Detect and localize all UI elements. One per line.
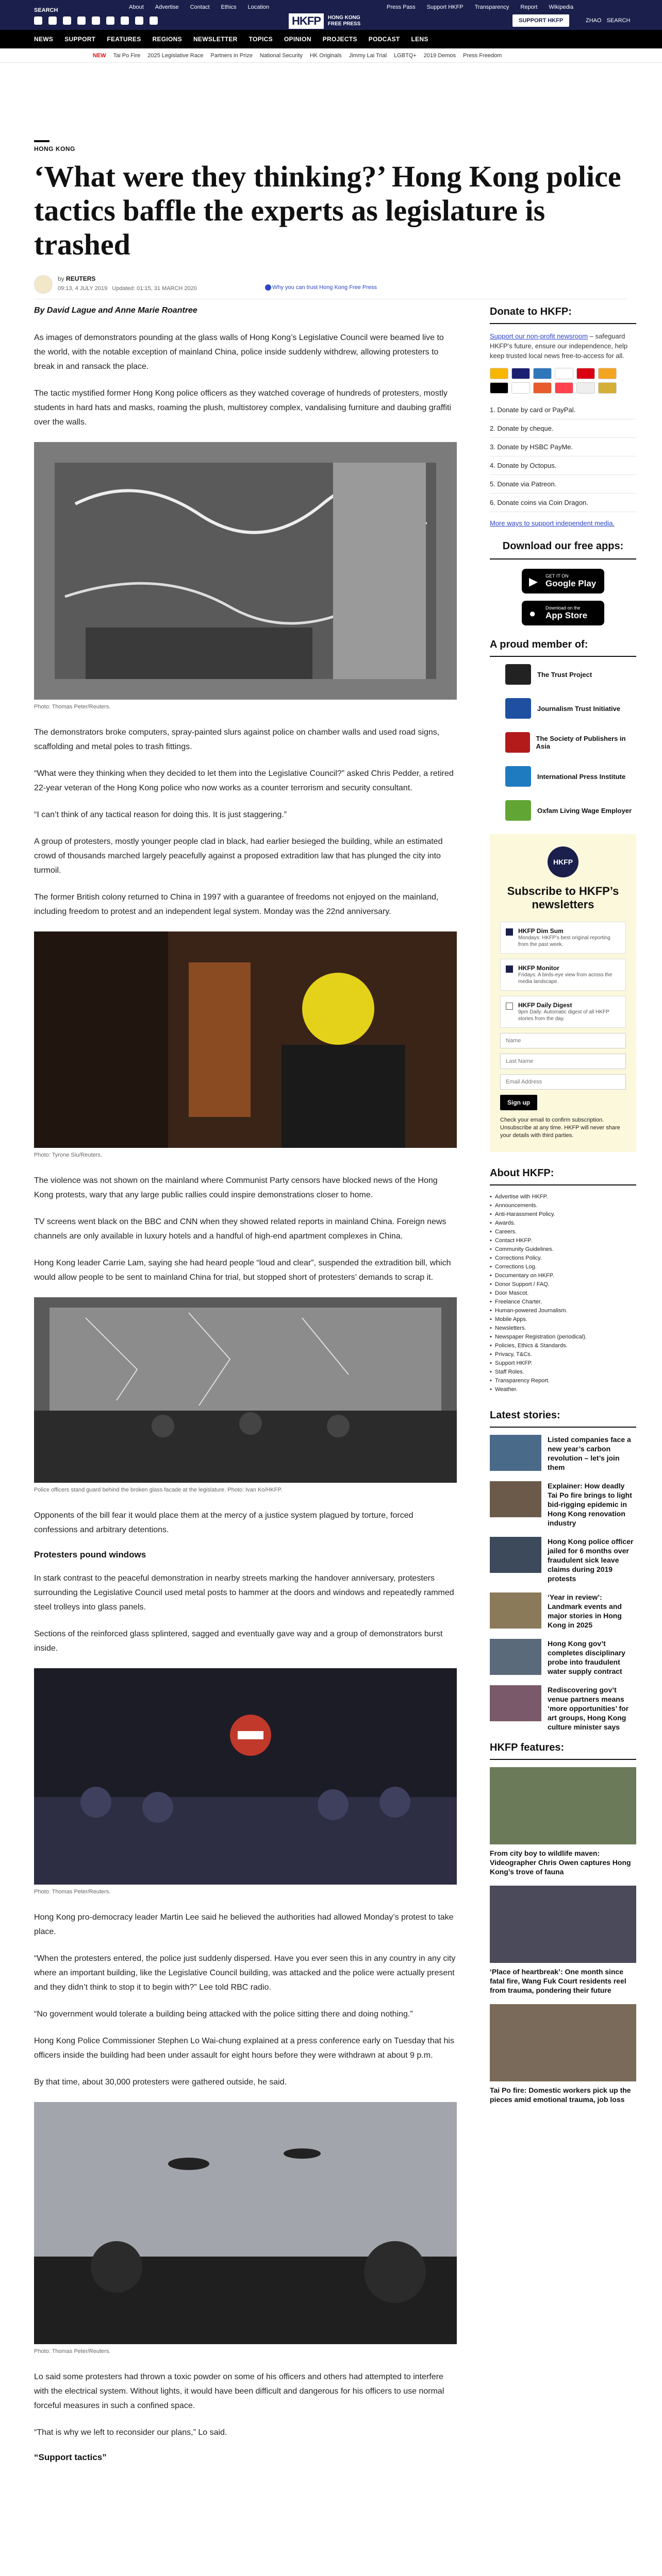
- patreon-icon: [555, 382, 573, 394]
- paragraph: Sections of the reinforced glass splintered, sagged and eventually gave way and a group of demonstrators burst inside.: [34, 1630, 443, 1653]
- member-item[interactable]: [505, 664, 636, 685]
- option-title: HKFP Daily Digest: [518, 1002, 572, 1009]
- newsletter-note: Check your email to confirm subscription. Unsubscribe at any time. HKFP will never share your details with third parties.: [500, 1117, 620, 1139]
- about-link[interactable]: • Corrections Policy.: [490, 1254, 636, 1263]
- visa-icon: [511, 368, 530, 379]
- about-link[interactable]: • Careers.: [490, 1228, 636, 1236]
- newsletter-option-text: [518, 927, 620, 948]
- feature-image: [490, 1886, 636, 1963]
- trust-project-logo: [505, 664, 531, 685]
- top-link[interactable]: Report: [520, 4, 538, 10]
- option-desc: 9pm Daily: Automatic digest of all HKFP stories from the day.: [518, 1009, 609, 1022]
- top-link[interactable]: Ethics: [221, 4, 237, 10]
- article-authors: By David Lague and Anne Marie Roantree: [34, 306, 197, 315]
- nav-item[interactable]: NEWS: [34, 36, 54, 43]
- sub-nav: [0, 48, 662, 63]
- googlepay-icon: [511, 382, 530, 394]
- donate-option[interactable]: 6. Donate coins via Coin Dragon.: [490, 494, 636, 512]
- download-title: Download our free apps:: [490, 540, 636, 560]
- latest-title: Latest stories:: [490, 1410, 636, 1428]
- checkbox-checked[interactable]: [506, 965, 513, 973]
- article-photo: [34, 1297, 457, 1483]
- paragraph: As images of demonstrators pounding at the glass walls of Hong Kong’s Legislative Council were beamed live to the world, with the notable exception of mainland China, police inside suddenly withdrew, allowing protesters to break in and ransack the place.: [34, 333, 444, 371]
- x-icon[interactable]: [34, 16, 42, 25]
- nav-item[interactable]: TOPICS: [249, 36, 273, 43]
- telegram-icon[interactable]: [135, 16, 143, 25]
- section-label[interactable]: HONG KONG: [34, 145, 75, 152]
- newsletter-logo: HKFP: [548, 846, 578, 877]
- story-thumbnail: [490, 1435, 541, 1471]
- oxfam-logo: [505, 800, 531, 821]
- applepay-icon: [490, 382, 508, 394]
- email-field[interactable]: [500, 1074, 626, 1090]
- story-title[interactable]: ‘Year in review’: Landmark events and major stories in Hong Kong in 2025: [548, 1593, 622, 1629]
- newsletter-option-text: [518, 964, 620, 985]
- top-link[interactable]: Location: [247, 4, 270, 10]
- apple-icon: ●: [529, 607, 536, 620]
- info-icon: [265, 284, 271, 291]
- paypal-icon: [555, 368, 573, 379]
- facebook-icon[interactable]: [48, 16, 57, 25]
- logo-sub-line1: HONG KONG: [327, 15, 360, 21]
- about-link[interactable]: • Privacy, T&Cs.: [490, 1350, 636, 1359]
- story-thumbnail: [490, 1685, 541, 1721]
- about-link[interactable]: • Human-powered Journalism.: [490, 1307, 636, 1315]
- top-link[interactable]: Wikipedia: [549, 4, 574, 10]
- article-photo: [34, 1668, 457, 1885]
- member-item[interactable]: [505, 732, 636, 753]
- byline-date: [58, 285, 197, 292]
- story-thumbnail: [490, 1537, 541, 1573]
- story-item[interactable]: [490, 1685, 636, 1732]
- paragraph: The tactic mystified former Hong Kong police officers as they watched coverage of hundreds of protesters, mostly students in hard hats and masks, roaming the plush, multistorey complex, vandalising furniture and daubing graffiti over the walls.: [34, 389, 452, 427]
- about-link[interactable]: • Support HKFP.: [490, 1359, 636, 1368]
- photo-scene-police-glass: [34, 1297, 457, 1483]
- subnav-item[interactable]: Jimmy Lai Trial: [349, 53, 387, 59]
- story-item[interactable]: [490, 1592, 636, 1630]
- story-title[interactable]: Listed companies face a new year’s carbon revolution – let’s join them: [548, 1435, 631, 1471]
- donate-option[interactable]: 5. Donate via Patreon.: [490, 475, 636, 494]
- lang-link[interactable]: ZHAO: [586, 18, 602, 24]
- article-photo: [34, 442, 457, 700]
- subnav-item[interactable]: 2025 Legislative Race: [147, 53, 204, 59]
- donate-text-rest: – safeguard HKFP’s future, ensure our independence, help keep trusted local news free-to-access for all.: [490, 332, 628, 360]
- linkedin-icon[interactable]: [121, 16, 129, 25]
- subnav-item[interactable]: Tai Po Fire: [113, 53, 141, 59]
- about-link[interactable]: • Policies, Ethics & Standards.: [490, 1342, 636, 1350]
- amex-icon: [533, 368, 552, 379]
- nav-item[interactable]: FEATURES: [107, 36, 141, 43]
- cheque-icon: [576, 382, 595, 394]
- feature-item[interactable]: [490, 1886, 636, 1995]
- donate-link[interactable]: Support our non-profit newsroom: [490, 332, 588, 340]
- about-link[interactable]: • Newspaper Registration (periodical).: [490, 1333, 636, 1342]
- top-left-row: [34, 7, 58, 13]
- sidebar: [490, 306, 636, 2113]
- paragraph: “No government would tolerate a building being attacked with the police sitting there and doing nothing.”: [34, 2010, 413, 2019]
- about-link[interactable]: • Newsletters.: [490, 1324, 636, 1333]
- top-link[interactable]: Advertise: [155, 4, 179, 10]
- threads-icon[interactable]: [77, 16, 86, 25]
- paragraph: “I can’t think of any tactical reason for doing this. It is just staggering.”: [34, 810, 287, 819]
- author-avatar: [34, 275, 53, 294]
- about-link[interactable]: • Advertise with HKFP.: [490, 1193, 636, 1201]
- section-subhead: Protesters pound windows: [34, 1550, 146, 1560]
- about-link[interactable]: • Transparency Report.: [490, 1377, 636, 1385]
- photo-caption: Police officers stand guard behind the broken glass facade at the legislature. Photo: Ivan Ko/HKFP.: [34, 1487, 283, 1493]
- main-nav: [0, 30, 662, 48]
- photo-scene-graffiti: [34, 442, 457, 700]
- bluesky-icon[interactable]: [92, 16, 100, 25]
- feature-item[interactable]: [490, 2004, 636, 2104]
- newsletter-option[interactable]: [500, 959, 626, 991]
- about-link[interactable]: • Door Mascot.: [490, 1289, 636, 1298]
- sub-nav-items: [93, 48, 502, 63]
- about-link[interactable]: • Awards.: [490, 1219, 636, 1228]
- rss-icon[interactable]: [150, 16, 158, 25]
- story-item[interactable]: [490, 1481, 636, 1528]
- app-store-button[interactable]: [522, 601, 604, 625]
- option-desc: Fridays: A birds-eye view from across the media landscape.: [518, 972, 613, 985]
- octopus-icon: [598, 368, 617, 379]
- article-photo: [34, 931, 457, 1148]
- about-link[interactable]: • Announcements.: [490, 1201, 636, 1210]
- feature-title[interactable]: Tai Po fire: Domestic workers pick up the pieces amid emotional trauma, job loss: [490, 2086, 631, 2104]
- paragraph: A group of protesters, mostly younger people clad in black, had earlier besieged the building, while an estimated crowd of thousands marched largely peacefully against a proposed extradition law that has plunged the city into turmoil.: [34, 837, 443, 875]
- photo-scene-helicopter: [34, 2102, 457, 2344]
- jti-logo: [505, 698, 531, 719]
- subnav-item[interactable]: LGBTQ+: [394, 53, 417, 59]
- nav-item[interactable]: LENS: [411, 36, 428, 43]
- logo-mark: HKFP: [289, 13, 324, 29]
- fps-icon: [533, 382, 552, 394]
- newsletter-box: [490, 834, 636, 1152]
- site-logo[interactable]: [289, 13, 376, 29]
- trust-link[interactable]: Why you can trust Hong Kong Free Press: [272, 284, 377, 291]
- about-link[interactable]: • Weather.: [490, 1385, 636, 1394]
- option-desc: Mondays: HKFP’s best original reporting from the past week.: [518, 935, 610, 947]
- donate-option[interactable]: 1. Donate by card or PayPal.: [490, 401, 636, 419]
- newsletter-option-text: [518, 1002, 620, 1022]
- about-title: About HKFP:: [490, 1167, 636, 1185]
- nav-item[interactable]: PODCAST: [368, 36, 400, 43]
- checkbox-checked[interactable]: [506, 928, 513, 936]
- member-item[interactable]: [505, 698, 636, 719]
- ipi-logo: [505, 766, 531, 787]
- logo-subtitle: [328, 15, 360, 27]
- top-link[interactable]: Transparency: [474, 4, 509, 10]
- subnav-item[interactable]: National Security: [259, 53, 303, 59]
- paragraph: “That is why we left to reconsider our plans,” Lo said.: [34, 2428, 227, 2437]
- donate-option[interactable]: 3. Donate by HSBC PayMe.: [490, 438, 636, 456]
- article-body: [34, 306, 457, 2474]
- publish-date: 09:13, 4 JULY 2019: [58, 285, 108, 292]
- donate-list: [490, 401, 636, 512]
- photo-caption: Photo: Thomas Peter/Reuters.: [34, 2348, 111, 2354]
- newsletter-option[interactable]: [500, 922, 626, 954]
- support-button[interactable]: SUPPORT HKFP: [512, 14, 569, 27]
- instagram-icon[interactable]: [63, 16, 71, 25]
- top-link[interactable]: Support HKFP: [426, 4, 464, 10]
- photo-scene-protester: [34, 931, 457, 1148]
- about-list: [490, 1193, 636, 1394]
- story-thumbnail: [490, 1481, 541, 1517]
- feature-image: [490, 2004, 636, 2081]
- paragraph: In stark contrast to the peaceful demonstration in nearby streets marking the handover anniversary, protesters surrounding the Legislative Council used metal posts to hammer at the doors and windows and repeatedly rammed steel trolleys into glass panels.: [34, 1574, 454, 1612]
- nav-item[interactable]: SUPPORT: [64, 36, 96, 43]
- mastercard-icon: [490, 368, 508, 379]
- search-link[interactable]: SEARCH: [606, 18, 631, 24]
- paragraph: Hong Kong pro-democracy leader Martin Lee said he believed the authorities had allowed Monday’s protest to take place.: [34, 1913, 454, 1936]
- photo-scene-riot-police: [34, 1668, 457, 1885]
- about-link[interactable]: • Community Guidelines.: [490, 1245, 636, 1254]
- member-item[interactable]: [505, 800, 636, 821]
- subnav-item[interactable]: HK Originals: [309, 53, 342, 59]
- member-item[interactable]: [505, 766, 636, 787]
- paragraph: The demonstrators broke computers, spray-painted slurs against police on chamber walls and used road signs, scaffolding and metal poles to trash fittings.: [34, 728, 440, 751]
- top-link[interactable]: Contact: [190, 4, 210, 10]
- more-ways-link[interactable]: More ways to support independent media.: [490, 519, 615, 527]
- subnav-item[interactable]: 2019 Demos: [423, 53, 456, 59]
- about-link[interactable]: • Freelance Charter.: [490, 1298, 636, 1307]
- story-title[interactable]: Rediscovering gov’t venue partners means ‘more opportunities’ for art groups, Hong Kong culture minister says: [548, 1686, 629, 1731]
- member-name: The Society of Publishers in Asia: [536, 735, 626, 750]
- logo-sub-line2: FREE PRESS: [327, 21, 361, 27]
- google-play-big: Google Play: [545, 579, 597, 588]
- lang-links: [586, 18, 630, 24]
- sopa-logo: [505, 732, 530, 753]
- donate-option[interactable]: 4. Donate by Octopus.: [490, 456, 636, 475]
- byline-author: [58, 275, 95, 282]
- top-links-row2: [387, 4, 573, 10]
- checkbox[interactable]: [506, 1003, 513, 1010]
- about-link[interactable]: • Donor Support / FAQ.: [490, 1280, 636, 1289]
- donate-text: [490, 331, 636, 361]
- member-name: The Trust Project: [537, 670, 592, 679]
- about-link[interactable]: • Mobile Apps.: [490, 1315, 636, 1324]
- paragraph: Hong Kong leader Carrie Lam, saying she had heard people “loud and clear”, suspended the extradition bill, which would allow people to be sent to mainland China for trial, but stopped short of protesters’ demands to scrap it.: [34, 1259, 451, 1282]
- main-nav-items: [34, 30, 428, 48]
- new-badge: NEW: [93, 53, 106, 59]
- payment-methods: [490, 368, 636, 394]
- nav-item[interactable]: REGIONS: [152, 36, 182, 43]
- paragraph: The former British colony returned to China in 1997 with a guarantee of freedoms not enjoyed on the mainland, including freedom to protest and an independent legal system. Monday was the 22nd anniversary.: [34, 893, 439, 916]
- subnav-item[interactable]: Partners in Prize: [210, 53, 253, 59]
- byline: [34, 274, 627, 295]
- member-name: Oxfam Living Wage Employer: [537, 806, 632, 815]
- top-bar: [0, 0, 662, 30]
- story-thumbnail: [490, 1592, 541, 1629]
- story-item[interactable]: [490, 1537, 636, 1583]
- feature-item[interactable]: [490, 1767, 636, 1876]
- social-icons: [34, 16, 158, 25]
- payme-icon: [576, 368, 595, 379]
- story-item[interactable]: [490, 1435, 636, 1472]
- menu-label[interactable]: SEARCH: [34, 7, 58, 13]
- subnav-item[interactable]: Press Freedom: [463, 53, 502, 59]
- google-play-small: GET IT ON: [545, 573, 569, 579]
- option-title: HKFP Monitor: [518, 964, 559, 972]
- youtube-icon[interactable]: [106, 16, 114, 25]
- last-name-field[interactable]: [500, 1054, 626, 1069]
- paragraph: Hong Kong Police Commissioner Stephen Lo Wai-chung explained at a press conference early on Tuesday that his officers inside the building had been under assault for eight hours before they were withdrawn at about 9 p.m.: [34, 2037, 454, 2060]
- nav-item[interactable]: OPINION: [284, 36, 311, 43]
- top-links-row1: [129, 4, 269, 10]
- donate-option[interactable]: 2. Donate by cheque.: [490, 419, 636, 438]
- google-play-button[interactable]: [522, 569, 604, 594]
- story-title[interactable]: Hong Kong gov’t completes disciplinary probe into fraudulent water supply contract: [548, 1639, 625, 1675]
- paragraph: By that time, about 30,000 protesters were gathered outside, he said.: [34, 2078, 287, 2087]
- about-link[interactable]: • Corrections Log.: [490, 1263, 636, 1272]
- section-rule: [34, 140, 49, 142]
- newsletter-title: Subscribe to HKFP’s newsletters: [507, 885, 619, 911]
- story-thumbnail: [490, 1639, 541, 1675]
- about-link[interactable]: • Documentary on HKFP.: [490, 1272, 636, 1280]
- signup-button[interactable]: Sign up: [500, 1095, 537, 1110]
- about-link[interactable]: • Anti-Harassment Policy.: [490, 1210, 636, 1219]
- about-link[interactable]: • Contact HKFP.: [490, 1236, 636, 1245]
- photo-caption: Photo: Tyrone Siu/Reuters.: [34, 1152, 102, 1158]
- article-headline: ‘What were they thinking?’ Hong Kong police tactics baffle the experts as legislature is trashed: [34, 160, 621, 261]
- newsletter-option[interactable]: [500, 996, 626, 1028]
- paragraph: Opponents of the bill fear it would place them at the mercy of a justice system plagued by torture, forced confessions and arbitrary detentions.: [34, 1511, 413, 1534]
- nav-item[interactable]: NEWSLETTER: [193, 36, 238, 43]
- paragraph: “What were they thinking when they decided to let them into the Legislative Council?” asked Chris Pedder, a retired 22-year veteran of the Hong Kong police who now works as a counter terrorism and security consultant.: [34, 769, 454, 792]
- feature-title[interactable]: ‘Place of heartbreak’: One month since fatal fire, Wang Fuk Court residents reel from trauma, pondering their future: [490, 1968, 626, 1994]
- section-subhead: “Support tactics”: [34, 2452, 107, 2462]
- paragraph: The violence was not shown on the mainland where Communist Party censors have blocked news of the Hong Kong protests, wary that any large public rallies could inspire demonstrations closer to home.: [34, 1176, 438, 1199]
- nav-item[interactable]: PROJECTS: [322, 36, 357, 43]
- app-store-big: App Store: [545, 611, 588, 620]
- article-photo: [34, 2102, 457, 2344]
- member-name: International Press Institute: [537, 772, 626, 781]
- features-title: HKFP features:: [490, 1742, 636, 1760]
- paragraph: “When the protesters entered, the police just suddenly dispersed. Have you ever seen this in any country in any city where an important building, like the Legislative Council building, was attacked and the police were actually present and they didn’t think to stop it to begin with?” Lee told RBC radio.: [34, 1954, 456, 1992]
- story-item[interactable]: [490, 1639, 636, 1676]
- paragraph: Lo said some protesters had thrown a toxic powder on some of his officers and others had attempted to interfere with the electrical system. Without lights, it would have been difficult and dangerous for his officers to use normal forceful measures in such a confined space.: [34, 2372, 444, 2410]
- about-link[interactable]: • Staff Roles.: [490, 1368, 636, 1377]
- feature-image: [490, 1767, 636, 1844]
- app-store-small: Download on the: [545, 605, 581, 611]
- top-link[interactable]: Press Pass: [387, 4, 416, 10]
- by-prefix: by: [58, 275, 64, 282]
- play-icon: ▶: [529, 575, 538, 588]
- paragraph: TV screens went black on the BBC and CNN when they showed related reports in mainland China. Foreign news channels are only available in luxury hotels and a handful of high-end apartment complexes in China.: [34, 1217, 446, 1241]
- top-link[interactable]: About: [129, 4, 144, 10]
- member-name: Journalism Trust Initiative: [537, 704, 621, 713]
- coin-icon: [598, 382, 617, 394]
- updated-date: Updated: 01:15, 31 MARCH 2020: [112, 285, 197, 292]
- photo-caption: Photo: Thomas Peter/Reuters.: [34, 704, 111, 710]
- donate-title: Donate to HKFP:: [490, 306, 636, 324]
- story-title[interactable]: Hong Kong police officer jailed for 6 months over fraudulent sick leave claims during 2019 protests: [548, 1537, 634, 1583]
- author-name[interactable]: REUTERS: [66, 275, 96, 282]
- option-title: HKFP Dim Sum: [518, 927, 564, 935]
- story-title[interactable]: Explainer: How deadly Tai Po fire brings to light bid-rigging epidemic in Hong Kong renovation industry: [548, 1482, 632, 1527]
- feature-title[interactable]: From city boy to wildlife maven: Videographer Chris Owen captures Hong Kong’s trove of fauna: [490, 1849, 631, 1876]
- member-title: A proud member of:: [490, 639, 636, 657]
- name-field[interactable]: [500, 1033, 626, 1048]
- photo-caption: Photo: Thomas Peter/Reuters.: [34, 1889, 111, 1895]
